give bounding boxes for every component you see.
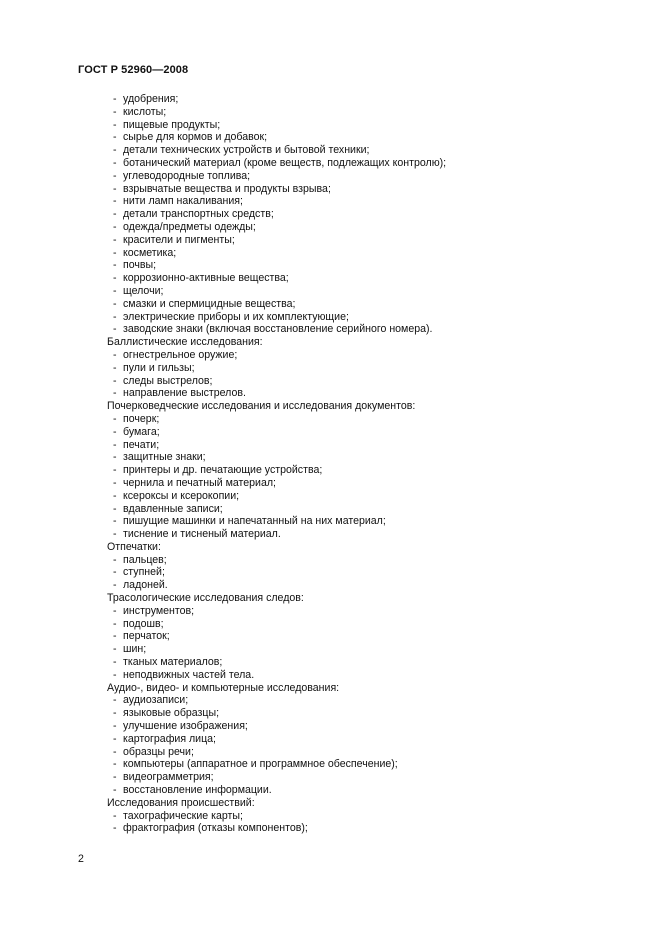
list-bullet: - [113, 208, 117, 221]
list-item-text: пули и гильзы; [123, 361, 195, 374]
list-bullet: - [113, 771, 117, 784]
list-item-text: компьютеры (аппаратное и программное обеспечение); [123, 758, 398, 771]
list-item-text: тканых материалов; [123, 656, 223, 669]
list-bullet: - [113, 809, 117, 822]
list-item-text: ксероксы и ксерокопии; [123, 489, 240, 502]
list-item [0, 221, 661, 234]
list-item [0, 119, 661, 132]
list-bullet: - [113, 233, 117, 246]
list-item [0, 208, 661, 221]
section-heading: Отпечатки: [107, 540, 161, 553]
list-item-text: восстановление информации. [123, 784, 272, 797]
list-bullet: - [113, 732, 117, 745]
list-item-text: печати; [123, 438, 160, 451]
document-header: ГОСТ Р 52960—2008 [78, 64, 189, 76]
list-item [0, 490, 661, 503]
section-heading: Аудио-, видео- и компьютерные исследования: [107, 681, 340, 694]
list-bullet: - [113, 169, 117, 182]
list-bullet: - [113, 246, 117, 259]
list-item [0, 810, 661, 823]
list-item-text: пищевые продукты; [123, 118, 221, 131]
list-bullet: - [113, 259, 117, 272]
list-item [0, 298, 661, 311]
list-item-text: шин; [123, 643, 147, 656]
list-bullet: - [113, 144, 117, 157]
list-bullet: - [113, 566, 117, 579]
list-item-text: кислоты; [123, 105, 167, 118]
list-item-text: красители и пигменты; [123, 233, 235, 246]
list-item [0, 618, 661, 631]
list-item-text: почвы; [123, 259, 157, 272]
list-item [0, 285, 661, 298]
list-item [0, 349, 661, 362]
list-item [0, 720, 661, 733]
list-bullet: - [113, 272, 117, 285]
list-item [0, 234, 661, 247]
list-item-text: аудиозаписи; [123, 694, 189, 707]
list-item-text: сырье для кормов и добавок; [123, 131, 268, 144]
list-item [0, 477, 661, 490]
list-item-text: пишущие машинки и напечатанный на них материал; [123, 515, 386, 528]
list-item [0, 822, 661, 835]
list-bullet: - [113, 438, 117, 451]
list-bullet: - [113, 361, 117, 374]
list-bullet: - [113, 220, 117, 233]
list-item [0, 272, 661, 285]
section-heading: Исследования происшествий: [107, 796, 255, 809]
list-item [0, 131, 661, 144]
section-heading: Почерковедческие исследования и исследования документов: [107, 400, 416, 413]
list-item-text: коррозионно-активные вещества; [123, 272, 289, 285]
list-item-text: огнестрельное оружие; [123, 348, 238, 361]
list-item-text: следы выстрелов; [123, 374, 213, 387]
list-bullet: - [113, 348, 117, 361]
list-item-text: бумага; [123, 425, 160, 438]
list-bullet: - [113, 297, 117, 310]
list-item [0, 413, 661, 426]
list-bullet: - [113, 310, 117, 323]
list-item-text: нити ламп накаливания; [123, 195, 243, 208]
list-bullet: - [113, 707, 117, 720]
list-bullet: - [113, 643, 117, 656]
list-item [0, 259, 661, 272]
list-bullet: - [113, 604, 117, 617]
list-bullet: - [113, 668, 117, 681]
list-item [0, 643, 661, 656]
list-item [0, 784, 661, 797]
list-item [0, 528, 661, 541]
list-bullet: - [113, 464, 117, 477]
list-item [0, 311, 661, 324]
list-item-text: косметика; [123, 246, 177, 259]
list-item [0, 771, 661, 784]
list-item-text: смазки и спермицидные вещества; [123, 297, 296, 310]
list-bullet: - [113, 694, 117, 707]
list-item [0, 106, 661, 119]
list-bullet: - [113, 412, 117, 425]
list-item-text: электрические приборы и их комплектующие; [123, 310, 349, 323]
list-item [0, 170, 661, 183]
list-bullet: - [113, 502, 117, 515]
list-item-text: углеводородные топлива; [123, 169, 251, 182]
list-bullet: - [113, 182, 117, 195]
list-item [0, 195, 661, 208]
list-bullet: - [113, 515, 117, 528]
list-bullet: - [113, 489, 117, 502]
list-item [0, 503, 661, 516]
list-item-text: детали транспортных средств; [123, 208, 274, 221]
list-item-text: улучшение изображения; [123, 720, 248, 733]
section-heading: Трасологические исследования следов: [107, 592, 304, 605]
list-item [0, 144, 661, 157]
list-bullet: - [113, 528, 117, 541]
list-item [0, 183, 661, 196]
list-item-text: инструментов; [123, 604, 195, 617]
list-bullet: - [113, 105, 117, 118]
list-item-text: видеограмметрия; [123, 771, 214, 784]
list-item-text: щелочи; [123, 284, 164, 297]
list-item [0, 579, 661, 592]
list-item [0, 733, 661, 746]
list-item [0, 707, 661, 720]
list-bullet: - [113, 284, 117, 297]
list-item-text: одежда/предметы одежды; [123, 220, 256, 233]
list-item-text: ступней; [123, 566, 165, 579]
list-item [0, 157, 661, 170]
list-bullet: - [113, 476, 117, 489]
list-bullet: - [113, 822, 117, 835]
list-item [0, 566, 661, 579]
list-item-text: вдавленные записи; [123, 502, 223, 515]
list-bullet: - [113, 579, 117, 592]
list-item-text: образцы речи; [123, 745, 194, 758]
list-item [0, 247, 661, 260]
list-item-text: ботанический материал (кроме веществ, подлежащих контролю); [123, 156, 447, 169]
list-item [0, 746, 661, 759]
list-item-text: удобрения; [123, 93, 179, 105]
list-bullet: - [113, 131, 117, 144]
list-bullet: - [113, 451, 117, 464]
list-item-text: неподвижных частей тела. [123, 668, 255, 681]
list-bullet: - [113, 745, 117, 758]
list-bullet: - [113, 553, 117, 566]
list-item-text: тиснение и тисненый материал. [123, 528, 281, 541]
list-item-text: ладоней. [123, 579, 168, 592]
list-item [0, 605, 661, 618]
list-item [0, 439, 661, 452]
list-item [0, 464, 661, 477]
list-bullet: - [113, 374, 117, 387]
list-item [0, 669, 661, 682]
list-bullet: - [113, 425, 117, 438]
list-item [0, 554, 661, 567]
list-item-text: направление выстрелов. [123, 387, 246, 400]
list-item [0, 630, 661, 643]
list-bullet: - [113, 758, 117, 771]
list-item [0, 758, 661, 771]
list-item [0, 694, 661, 707]
list-item-text: почерк; [123, 412, 160, 425]
list-item [0, 515, 661, 528]
list-bullet: - [113, 656, 117, 669]
list-bullet: - [113, 630, 117, 643]
list-item-text: тахографические карты; [123, 809, 243, 822]
list-item-text: заводские знаки (включая восстановление серийного номера). [123, 323, 433, 336]
list-item-text: взрывчатые вещества и продукты взрыва; [123, 182, 331, 195]
list-bullet: - [113, 387, 117, 400]
document-body [0, 93, 661, 835]
list-item [0, 656, 661, 669]
list-item [0, 375, 661, 388]
list-bullet: - [113, 720, 117, 733]
section-heading: Баллистические исследования: [107, 336, 263, 349]
list-item-text: картография лица; [123, 732, 217, 745]
list-bullet: - [113, 93, 117, 105]
list-item-text: детали технических устройств и бытовой техники; [123, 144, 370, 157]
list-item-text: фрактография (отказы компонентов); [123, 822, 308, 835]
list-bullet: - [113, 195, 117, 208]
list-item [0, 323, 661, 336]
list-bullet: - [113, 784, 117, 797]
list-bullet: - [113, 323, 117, 336]
list-bullet: - [113, 118, 117, 131]
page-number: 2 [78, 853, 84, 865]
list-item-text: перчаток; [123, 630, 170, 643]
list-item [0, 362, 661, 375]
list-item [0, 93, 661, 106]
list-bullet: - [113, 156, 117, 169]
list-item-text: подошв; [123, 617, 164, 630]
list-item [0, 426, 661, 439]
list-item-text: языковые образцы; [123, 707, 220, 720]
list-item [0, 387, 661, 400]
list-item-text: чернила и печатный материал; [123, 476, 276, 489]
list-item [0, 451, 661, 464]
list-item-text: принтеры и др. печатающие устройства; [123, 464, 323, 477]
list-bullet: - [113, 617, 117, 630]
list-item-text: пальцев; [123, 553, 167, 566]
list-item-text: защитные знаки; [123, 451, 206, 464]
